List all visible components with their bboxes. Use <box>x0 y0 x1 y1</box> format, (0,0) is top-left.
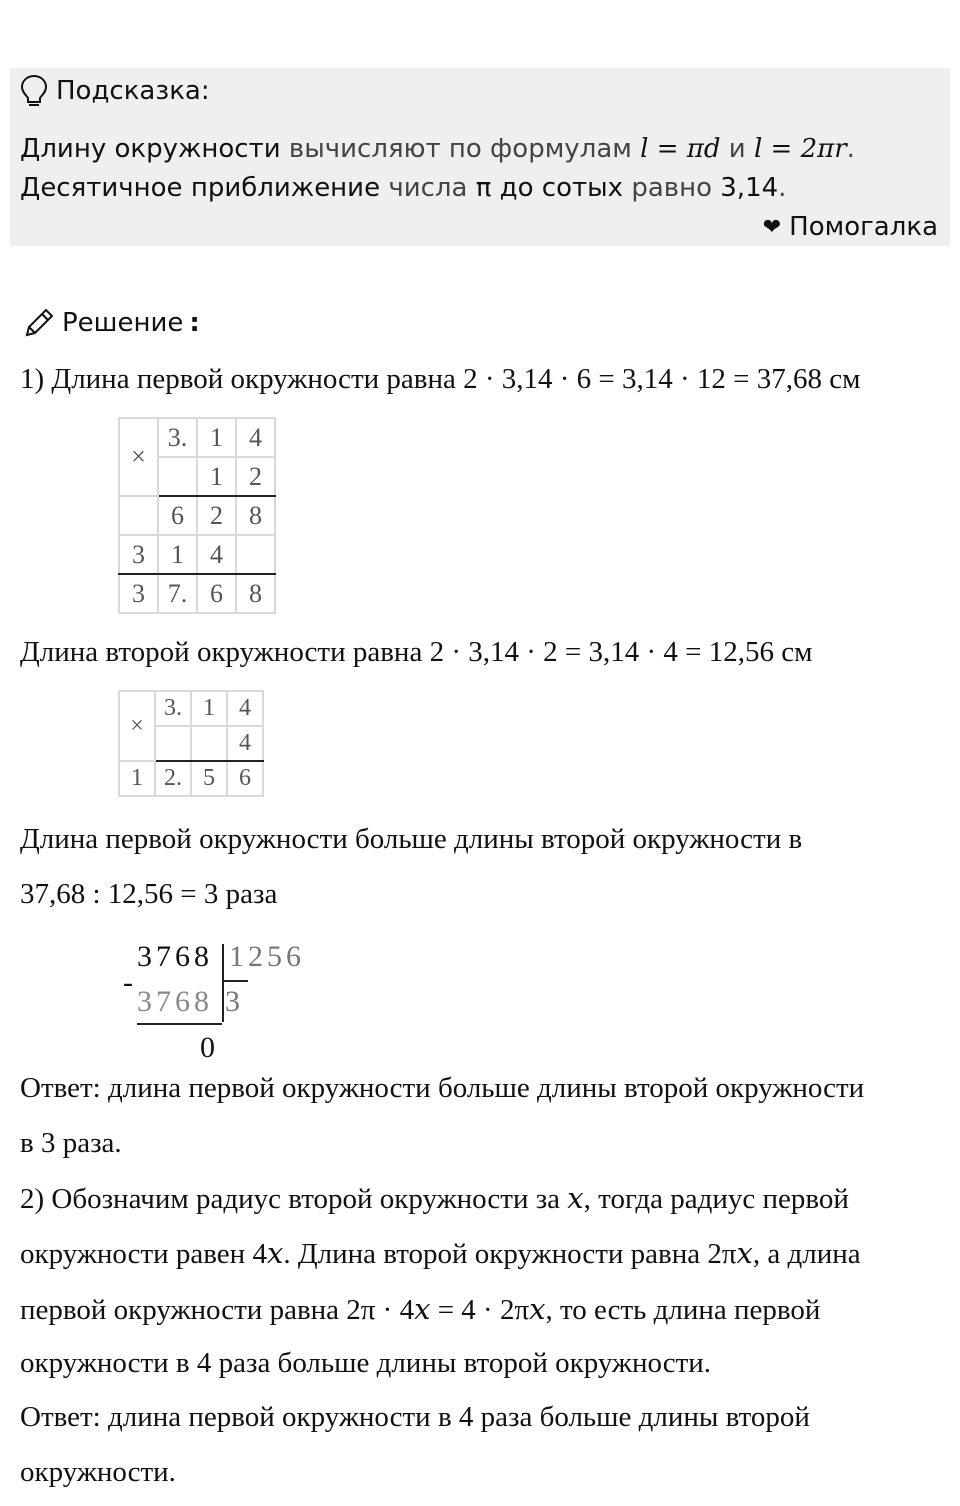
table-cell: 2 <box>236 457 275 496</box>
answer-2-cont: окружности. <box>20 1456 176 1488</box>
table-row <box>119 761 263 796</box>
heart-icon: ❤ <box>762 214 782 240</box>
table-cell: 3. <box>158 418 197 457</box>
table-cell <box>155 726 191 761</box>
table-cell: 1 <box>197 457 236 496</box>
text: , то есть длина первой <box>545 1294 821 1326</box>
solution-title-colon: : <box>189 308 200 338</box>
table-cell: 3 <box>119 574 158 613</box>
table-cell: 6 <box>158 496 197 535</box>
table-cell: 4 <box>197 535 236 574</box>
answer-1-cont: в 3 раза. <box>20 1127 122 1159</box>
pencil-icon <box>22 306 56 340</box>
hint-text: и <box>720 134 754 164</box>
hint-text: вычисляют по формулам <box>280 134 641 164</box>
text: первой окружности равна 2π · 4 <box>20 1294 415 1326</box>
divisor: 1256 <box>229 940 305 973</box>
hint-title: Подсказка: <box>56 76 210 106</box>
minus-sign: - <box>123 966 137 999</box>
table-cell: 2 <box>197 496 236 535</box>
lightbulb-icon <box>20 74 48 108</box>
table-row <box>119 418 275 457</box>
division-vertical-line <box>222 944 224 1022</box>
division-quotient-line <box>222 980 248 982</box>
hint-term: 3,14 <box>720 173 779 203</box>
table-cell: 3 <box>119 535 158 574</box>
text: , а длина <box>752 1238 861 1270</box>
table-row <box>119 496 275 535</box>
brand-label: Помогалка <box>789 212 938 242</box>
paragraph-2: Длина второй окружности равна 2 · 3,14 · 2 = 3,14 · 4 = 12,56 см <box>20 636 813 668</box>
hint-text: . <box>778 173 787 203</box>
table-cell: 8 <box>236 496 275 535</box>
hint-term: Длину окружности <box>20 134 281 164</box>
variable-x: x <box>266 1236 284 1270</box>
hint-text: равно <box>623 173 721 203</box>
paragraph-4: 37,68 : 12,56 = 3 раза <box>20 878 278 910</box>
hint-term: Десятичное приближение <box>20 173 381 203</box>
table-cell: 1 <box>191 691 227 726</box>
table-row <box>119 535 275 574</box>
table-cell: 4 <box>227 726 263 761</box>
table-cell: 6 <box>227 761 263 796</box>
paragraph-3: Длина первой окружности больше длины второй окружности в <box>20 823 803 855</box>
hint-text: числа <box>380 173 476 203</box>
table-row <box>119 574 275 613</box>
answer-1: Ответ: длина первой окружности больше длины второй окружности <box>20 1072 865 1104</box>
hint-term: π до сотых <box>475 173 624 203</box>
table-cell <box>119 496 158 535</box>
division-subtract-line <box>137 1023 222 1025</box>
dividend: 3768 <box>137 940 213 973</box>
paragraph-9 <box>20 1292 820 1327</box>
paragraph-10: окружности в 4 раза больше длины второй окружности. <box>20 1347 712 1379</box>
text: 2) Обозначим радиус второй окружности за <box>20 1183 568 1215</box>
text: окружности равен 4 <box>20 1238 267 1270</box>
subtrahend: 3768 <box>137 985 213 1018</box>
text: , тогда радиус первой <box>583 1183 849 1215</box>
table-cell: 6 <box>197 574 236 613</box>
variable-x: x <box>529 1292 546 1326</box>
table-cell <box>158 457 197 496</box>
variable-x: x <box>736 1236 753 1270</box>
hint-line-2 <box>20 173 786 203</box>
paragraph-7 <box>20 1181 849 1216</box>
table-row <box>119 691 263 726</box>
answer-2: Ответ: длина первой окружности в 4 раза больше длины второй <box>20 1401 810 1433</box>
brand-link[interactable] <box>763 212 938 242</box>
table-cell: 4 <box>236 418 275 457</box>
times-sign: × <box>119 691 155 761</box>
table-cell: 1 <box>119 761 155 796</box>
paragraph-8 <box>20 1236 861 1271</box>
table-cell: 4 <box>227 691 263 726</box>
table-cell: 1 <box>197 418 236 457</box>
table-cell <box>191 726 227 761</box>
remainder: 0 <box>200 1031 219 1064</box>
solution-header <box>22 306 200 340</box>
table-cell: 1 <box>158 535 197 574</box>
table-cell: 3. <box>155 691 191 726</box>
text: . Длина второй окружности равна 2π <box>283 1238 737 1270</box>
multiplication-table-2 <box>118 690 264 797</box>
hint-text: . <box>846 134 855 164</box>
table-cell: 8 <box>236 574 275 613</box>
formula: l = πd <box>640 134 721 164</box>
variable-x: x <box>414 1292 431 1326</box>
table-cell: 2. <box>155 761 191 796</box>
formula: l = 2πr <box>753 134 847 164</box>
table-cell <box>236 535 275 574</box>
text: = 4 · 2π <box>430 1294 530 1326</box>
solution-title: Решение <box>62 308 184 338</box>
table-cell: 7. <box>158 574 197 613</box>
quotient: 3 <box>225 985 244 1018</box>
table-cell: 5 <box>191 761 227 796</box>
times-sign: × <box>119 418 158 496</box>
variable-x: x <box>567 1181 584 1215</box>
hint-line-1 <box>20 134 855 164</box>
multiplication-table-1 <box>118 417 276 614</box>
paragraph-1: 1) Длина первой окружности равна 2 · 3,14 · 6 = 3,14 · 12 = 37,68 см <box>20 363 861 395</box>
hint-header <box>20 74 210 108</box>
